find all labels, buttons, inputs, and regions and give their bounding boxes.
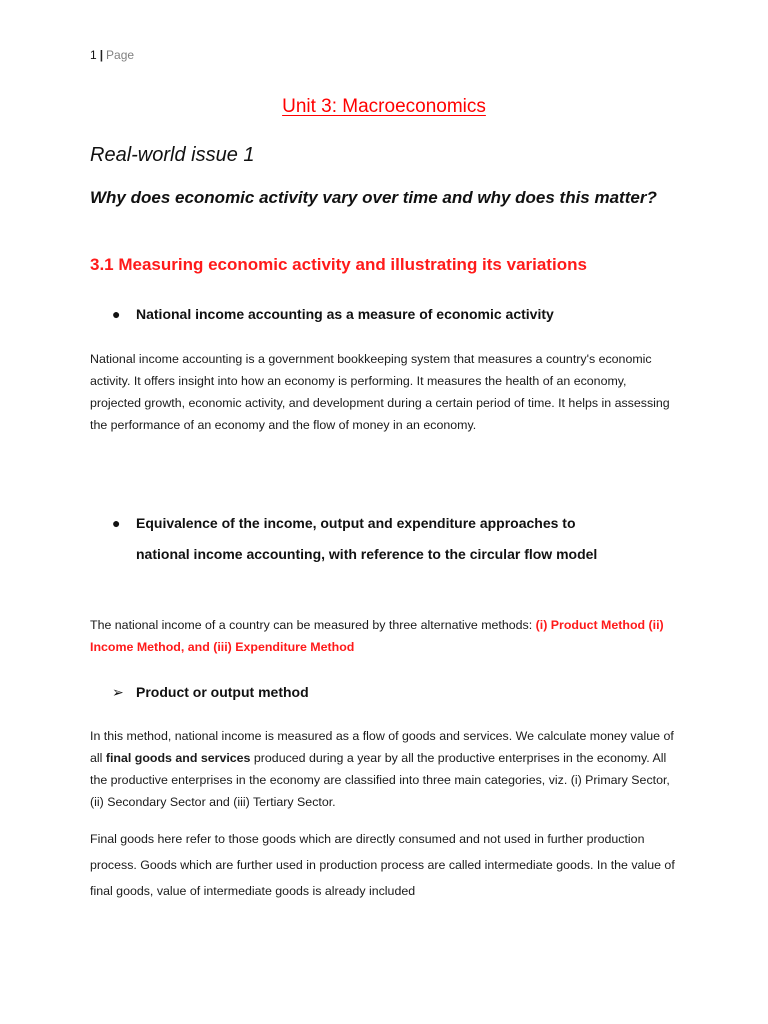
issue-question: Why does economic activity vary over time and why does this matter?	[90, 188, 657, 207]
bullet-dot-icon: ●	[112, 306, 121, 322]
paragraph-measurement-methods	[90, 614, 680, 658]
paragraph-final-goods: Final goods here refer to those goods which are directly consumed and not used in further production process. Goods which are further used in production process are called intermediate goods. In the value of final goods, value of intermediate goods is already included	[90, 832, 675, 898]
page-label: Page	[106, 48, 135, 62]
section-title: 3.1 Measuring economic activity and illustrating its variations	[90, 255, 587, 274]
page-header	[90, 47, 134, 63]
arrow-bullet-icon: ➢	[112, 684, 124, 700]
paragraph-product-method	[90, 725, 680, 813]
bullet-text-line-1: Equivalence of the income, output and expenditure approaches to	[136, 515, 576, 531]
bullet-text: National income accounting as a measure of economic activity	[136, 306, 554, 322]
paragraph-part-2: produced during a year by all the productive enterprises in the economy. All the productive enterprises in the economy are classified into three main categories, viz. (i) Primary Sector, (ii) Secondary Sector and (iii) Tertiary Sector.	[90, 751, 670, 809]
paragraph-part-1: In this method, national income is measured as a flow of goods and services. We calculate money value of all	[90, 729, 674, 765]
page-separator: |	[99, 48, 104, 62]
unit-title: Unit 3: Macroeconomics	[282, 96, 486, 117]
paragraph-national-income-accounting: National income accounting is a government bookkeeping system that measures a country's economic activity. It offers insight into how an economy is performing. It measures the health of an economy, projected growth, economic activity, and development during a certain period of time. It helps in assessing the performance of an economy and the flow of money in an economy.	[90, 352, 670, 432]
page-number: 1	[90, 48, 97, 62]
methods-intro: The national income of a country can be measured by three alternative methods:	[90, 618, 536, 632]
paragraph-bold-term: final goods and services	[105, 751, 251, 765]
bullet-text-line-2: national income accounting, with reference to the circular flow model	[136, 546, 598, 562]
issue-title: Real-world issue 1	[90, 144, 255, 166]
methods-list: (i) Product Method (ii) Income Method, and (iii) Expenditure Method	[90, 618, 664, 654]
bullet-dot-icon: ●	[112, 515, 121, 531]
subheading-text: Product or output method	[136, 684, 309, 700]
